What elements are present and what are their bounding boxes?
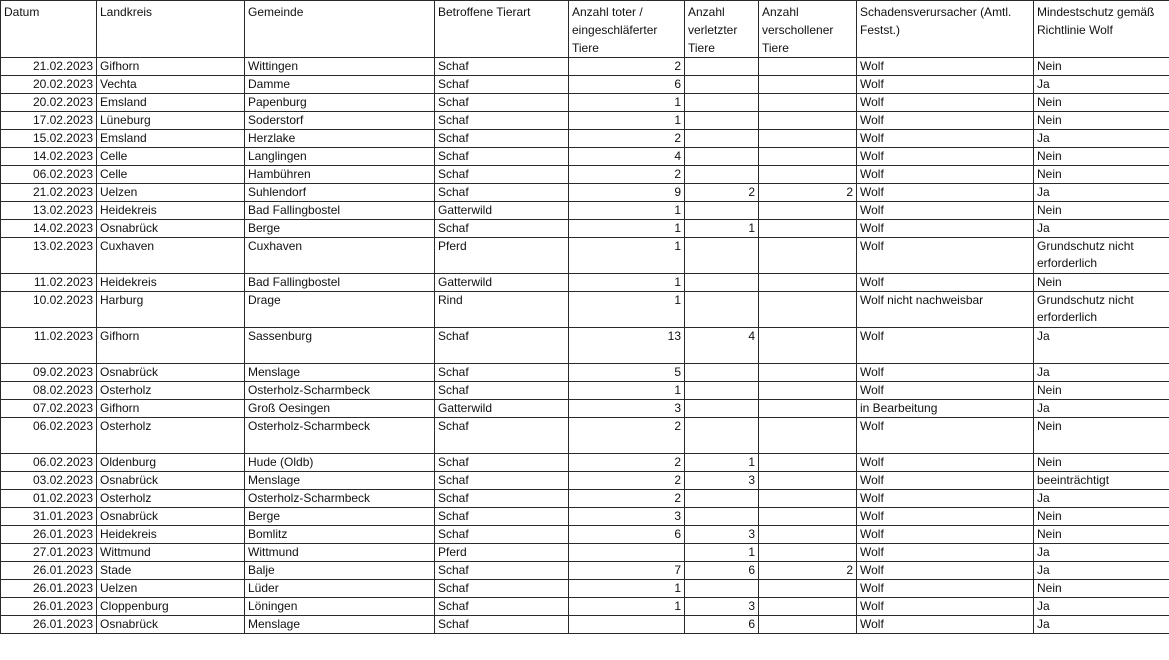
cell-verursacher: Wolf — [857, 238, 1034, 274]
cell-verschollene — [759, 544, 857, 562]
cell-verursacher: Wolf — [857, 274, 1034, 292]
cell-tote: 1 — [569, 94, 685, 112]
cell-mindestschutz: Nein — [1034, 166, 1169, 184]
cell-gemeinde: Osterholz-Scharmbeck — [245, 418, 435, 454]
cell-verursacher: Wolf — [857, 58, 1034, 76]
cell-tierart: Schaf — [435, 616, 569, 634]
table-row — [1, 328, 1169, 364]
cell-gemeinde: Drage — [245, 292, 435, 328]
cell-mindestschutz: Nein — [1034, 454, 1169, 472]
cell-datum: 27.01.2023 — [1, 544, 97, 562]
cell-gemeinde: Bad Fallingbostel — [245, 202, 435, 220]
cell-tierart: Schaf — [435, 490, 569, 508]
cell-gemeinde: Bomlitz — [245, 526, 435, 544]
cell-datum: 20.02.2023 — [1, 94, 97, 112]
cell-tierart: Gatterwild — [435, 274, 569, 292]
cell-landkreis: Osterholz — [97, 490, 245, 508]
table-row — [1, 364, 1169, 382]
cell-gemeinde: Groß Oesingen — [245, 400, 435, 418]
cell-landkreis: Uelzen — [97, 580, 245, 598]
cell-datum: 26.01.2023 — [1, 616, 97, 634]
cell-landkreis: Osnabrück — [97, 220, 245, 238]
cell-mindestschutz: Ja — [1034, 364, 1169, 382]
col-header-gemeinde: Gemeinde — [245, 1, 435, 58]
cell-tote: 2 — [569, 472, 685, 490]
cell-landkreis: Harburg — [97, 292, 245, 328]
cell-verschollene — [759, 148, 857, 166]
cell-verletzte — [685, 130, 759, 148]
col-header-schadensverursacher: Schadensverursacher (Amtl. Festst.) — [857, 1, 1034, 58]
cell-verschollene — [759, 454, 857, 472]
cell-datum: 03.02.2023 — [1, 472, 97, 490]
table-row — [1, 472, 1169, 490]
table-row — [1, 238, 1169, 274]
cell-landkreis: Cuxhaven — [97, 238, 245, 274]
cell-mindestschutz: Ja — [1034, 544, 1169, 562]
cell-datum: 26.01.2023 — [1, 598, 97, 616]
table-row — [1, 166, 1169, 184]
cell-datum: 13.02.2023 — [1, 202, 97, 220]
cell-verursacher: Wolf — [857, 364, 1034, 382]
cell-verursacher: Wolf — [857, 94, 1034, 112]
col-header-datum: Datum — [1, 1, 97, 58]
col-header-tote-tiere: Anzahl toter / eingeschläferter Tiere — [569, 1, 685, 58]
cell-mindestschutz: beeinträchtigt — [1034, 472, 1169, 490]
cell-gemeinde: Langlingen — [245, 148, 435, 166]
cell-tote: 1 — [569, 292, 685, 328]
cell-landkreis: Stade — [97, 562, 245, 580]
table-row — [1, 418, 1169, 454]
cell-verletzte — [685, 490, 759, 508]
cell-verursacher: Wolf nicht nachweisbar — [857, 292, 1034, 328]
cell-landkreis: Uelzen — [97, 184, 245, 202]
cell-gemeinde: Menslage — [245, 472, 435, 490]
table-row — [1, 490, 1169, 508]
cell-verschollene — [759, 400, 857, 418]
cell-datum: 06.02.2023 — [1, 166, 97, 184]
cell-verletzte: 1 — [685, 544, 759, 562]
table-row — [1, 544, 1169, 562]
cell-tierart: Pferd — [435, 544, 569, 562]
cell-datum: 20.02.2023 — [1, 76, 97, 94]
cell-tierart: Schaf — [435, 148, 569, 166]
cell-gemeinde: Löningen — [245, 598, 435, 616]
cell-landkreis: Osnabrück — [97, 364, 245, 382]
cell-tote: 1 — [569, 598, 685, 616]
col-header-landkreis: Landkreis — [97, 1, 245, 58]
cell-tote: 2 — [569, 166, 685, 184]
cell-datum: 17.02.2023 — [1, 112, 97, 130]
cell-verursacher: Wolf — [857, 454, 1034, 472]
cell-landkreis: Emsland — [97, 130, 245, 148]
cell-verschollene — [759, 598, 857, 616]
cell-tierart: Schaf — [435, 508, 569, 526]
cell-verschollene — [759, 202, 857, 220]
cell-verschollene — [759, 526, 857, 544]
cell-datum: 09.02.2023 — [1, 364, 97, 382]
table-row — [1, 508, 1169, 526]
cell-tierart: Schaf — [435, 166, 569, 184]
cell-datum: 15.02.2023 — [1, 130, 97, 148]
cell-verursacher: Wolf — [857, 490, 1034, 508]
cell-tierart: Rind — [435, 292, 569, 328]
cell-tote: 3 — [569, 400, 685, 418]
cell-gemeinde: Damme — [245, 76, 435, 94]
cell-verursacher: Wolf — [857, 616, 1034, 634]
cell-mindestschutz: Nein — [1034, 148, 1169, 166]
cell-verursacher: Wolf — [857, 382, 1034, 400]
table-row — [1, 400, 1169, 418]
cell-tierart: Schaf — [435, 472, 569, 490]
cell-tierart: Schaf — [435, 94, 569, 112]
cell-landkreis: Lüneburg — [97, 112, 245, 130]
cell-verschollene — [759, 238, 857, 274]
cell-gemeinde: Osterholz-Scharmbeck — [245, 490, 435, 508]
cell-landkreis: Cloppenburg — [97, 598, 245, 616]
cell-tote: 13 — [569, 328, 685, 364]
cell-tierart: Schaf — [435, 562, 569, 580]
col-header-verletzte-tiere: Anzahl verletzter Tiere — [685, 1, 759, 58]
table-row — [1, 202, 1169, 220]
cell-verschollene — [759, 580, 857, 598]
cell-verletzte — [685, 94, 759, 112]
cell-verletzte: 1 — [685, 220, 759, 238]
cell-verschollene — [759, 364, 857, 382]
cell-tierart: Schaf — [435, 58, 569, 76]
cell-tierart: Schaf — [435, 220, 569, 238]
cell-tierart: Schaf — [435, 184, 569, 202]
cell-gemeinde: Menslage — [245, 616, 435, 634]
table-row — [1, 382, 1169, 400]
cell-verletzte: 4 — [685, 328, 759, 364]
cell-tierart: Schaf — [435, 130, 569, 148]
cell-gemeinde: Wittmund — [245, 544, 435, 562]
cell-tote — [569, 616, 685, 634]
cell-tote: 2 — [569, 130, 685, 148]
cell-verletzte — [685, 292, 759, 328]
table-row — [1, 220, 1169, 238]
cell-tote: 1 — [569, 112, 685, 130]
cell-gemeinde: Balje — [245, 562, 435, 580]
cell-verursacher: Wolf — [857, 148, 1034, 166]
cell-verschollene — [759, 220, 857, 238]
cell-tote: 6 — [569, 526, 685, 544]
cell-verschollene — [759, 616, 857, 634]
cell-verursacher: Wolf — [857, 202, 1034, 220]
cell-verletzte — [685, 382, 759, 400]
cell-datum: 08.02.2023 — [1, 382, 97, 400]
cell-tote: 5 — [569, 364, 685, 382]
cell-mindestschutz: Ja — [1034, 220, 1169, 238]
cell-datum: 01.02.2023 — [1, 490, 97, 508]
cell-verschollene — [759, 418, 857, 454]
cell-landkreis: Vechta — [97, 76, 245, 94]
cell-tote — [569, 544, 685, 562]
cell-verursacher: Wolf — [857, 130, 1034, 148]
cell-mindestschutz: Nein — [1034, 508, 1169, 526]
cell-mindestschutz: Nein — [1034, 526, 1169, 544]
cell-landkreis: Gifhorn — [97, 400, 245, 418]
cell-verschollene — [759, 166, 857, 184]
cell-tote: 2 — [569, 58, 685, 76]
cell-landkreis: Osnabrück — [97, 616, 245, 634]
cell-datum: 26.01.2023 — [1, 562, 97, 580]
cell-tierart: Schaf — [435, 580, 569, 598]
cell-verletzte — [685, 508, 759, 526]
cell-tote: 2 — [569, 490, 685, 508]
cell-gemeinde: Suhlendorf — [245, 184, 435, 202]
cell-tote: 6 — [569, 76, 685, 94]
cell-mindestschutz: Ja — [1034, 598, 1169, 616]
cell-verletzte — [685, 580, 759, 598]
cell-verursacher: Wolf — [857, 418, 1034, 454]
cell-verletzte — [685, 112, 759, 130]
cell-tote: 1 — [569, 238, 685, 274]
cell-verletzte: 3 — [685, 598, 759, 616]
cell-verursacher: Wolf — [857, 526, 1034, 544]
table-row — [1, 526, 1169, 544]
cell-tierart: Schaf — [435, 382, 569, 400]
cell-tote: 9 — [569, 184, 685, 202]
cell-landkreis: Emsland — [97, 94, 245, 112]
table-row — [1, 454, 1169, 472]
cell-mindestschutz: Nein — [1034, 94, 1169, 112]
cell-gemeinde: Osterholz-Scharmbeck — [245, 382, 435, 400]
cell-tote: 2 — [569, 418, 685, 454]
cell-datum: 26.01.2023 — [1, 580, 97, 598]
cell-tote: 1 — [569, 274, 685, 292]
cell-mindestschutz: Nein — [1034, 202, 1169, 220]
cell-verletzte — [685, 238, 759, 274]
cell-landkreis: Gifhorn — [97, 328, 245, 364]
cell-landkreis: Osterholz — [97, 382, 245, 400]
table-row — [1, 58, 1169, 76]
table-row — [1, 184, 1169, 202]
cell-tote: 7 — [569, 562, 685, 580]
cell-datum: 10.02.2023 — [1, 292, 97, 328]
cell-tote: 1 — [569, 382, 685, 400]
table-row — [1, 94, 1169, 112]
cell-landkreis: Osterholz — [97, 418, 245, 454]
cell-verletzte — [685, 76, 759, 94]
cell-verschollene — [759, 490, 857, 508]
cell-verschollene — [759, 328, 857, 364]
cell-tierart: Schaf — [435, 112, 569, 130]
cell-landkreis: Osnabrück — [97, 508, 245, 526]
cell-verschollene — [759, 58, 857, 76]
cell-verursacher: Wolf — [857, 76, 1034, 94]
cell-tierart: Schaf — [435, 526, 569, 544]
cell-verschollene — [759, 382, 857, 400]
cell-gemeinde: Lüder — [245, 580, 435, 598]
cell-datum: 31.01.2023 — [1, 508, 97, 526]
cell-gemeinde: Hude (Oldb) — [245, 454, 435, 472]
cell-tierart: Schaf — [435, 76, 569, 94]
table-row — [1, 616, 1169, 634]
cell-verursacher: in Bearbeitung — [857, 400, 1034, 418]
cell-gemeinde: Bad Fallingbostel — [245, 274, 435, 292]
cell-datum: 11.02.2023 — [1, 274, 97, 292]
cell-verschollene — [759, 130, 857, 148]
cell-mindestschutz: Ja — [1034, 130, 1169, 148]
cell-tierart: Pferd — [435, 238, 569, 274]
cell-verschollene — [759, 508, 857, 526]
cell-mindestschutz: Ja — [1034, 562, 1169, 580]
cell-gemeinde: Berge — [245, 508, 435, 526]
cell-verletzte: 3 — [685, 526, 759, 544]
cell-verschollene: 2 — [759, 184, 857, 202]
cell-tierart: Schaf — [435, 598, 569, 616]
cell-verletzte: 6 — [685, 562, 759, 580]
cell-gemeinde: Berge — [245, 220, 435, 238]
cell-mindestschutz: Nein — [1034, 580, 1169, 598]
cell-verursacher: Wolf — [857, 166, 1034, 184]
cell-verletzte — [685, 400, 759, 418]
cell-mindestschutz: Ja — [1034, 76, 1169, 94]
cell-verletzte: 2 — [685, 184, 759, 202]
cell-mindestschutz: Ja — [1034, 328, 1169, 364]
cell-verletzte — [685, 364, 759, 382]
cell-verschollene — [759, 112, 857, 130]
cell-datum: 06.02.2023 — [1, 418, 97, 454]
cell-mindestschutz: Nein — [1034, 58, 1169, 76]
cell-verschollene — [759, 94, 857, 112]
cell-datum: 21.02.2023 — [1, 58, 97, 76]
cell-gemeinde: Cuxhaven — [245, 238, 435, 274]
cell-mindestschutz: Nein — [1034, 112, 1169, 130]
cell-tierart: Gatterwild — [435, 400, 569, 418]
cell-landkreis: Wittmund — [97, 544, 245, 562]
cell-mindestschutz: Ja — [1034, 184, 1169, 202]
cell-mindestschutz: Ja — [1034, 490, 1169, 508]
cell-verletzte: 3 — [685, 472, 759, 490]
cell-verletzte: 1 — [685, 454, 759, 472]
cell-verletzte: 6 — [685, 616, 759, 634]
cell-datum: 21.02.2023 — [1, 184, 97, 202]
cell-datum: 06.02.2023 — [1, 454, 97, 472]
cell-verursacher: Wolf — [857, 112, 1034, 130]
cell-mindestschutz: Ja — [1034, 616, 1169, 634]
cell-landkreis: Heidekreis — [97, 274, 245, 292]
cell-landkreis: Celle — [97, 166, 245, 184]
col-header-mindestschutz: Mindestschutz gemäß Richtlinie Wolf — [1034, 1, 1169, 58]
cell-tote: 4 — [569, 148, 685, 166]
cell-verletzte — [685, 274, 759, 292]
cell-datum: 11.02.2023 — [1, 328, 97, 364]
cell-tote: 1 — [569, 580, 685, 598]
cell-verletzte — [685, 418, 759, 454]
cell-gemeinde: Papenburg — [245, 94, 435, 112]
cell-tierart: Schaf — [435, 364, 569, 382]
cell-tote: 3 — [569, 508, 685, 526]
cell-tote: 1 — [569, 220, 685, 238]
cell-verursacher: Wolf — [857, 544, 1034, 562]
cell-verschollene: 2 — [759, 562, 857, 580]
table-row — [1, 562, 1169, 580]
cell-verschollene — [759, 76, 857, 94]
col-header-verschollene-tiere: Anzahl verschollener Tiere — [759, 1, 857, 58]
cell-datum: 14.02.2023 — [1, 148, 97, 166]
cell-landkreis: Celle — [97, 148, 245, 166]
cell-mindestschutz: Nein — [1034, 418, 1169, 454]
cell-verschollene — [759, 292, 857, 328]
table-row — [1, 130, 1169, 148]
table-row — [1, 274, 1169, 292]
cell-mindestschutz: Grundschutz nicht erforderlich — [1034, 238, 1169, 274]
cell-tierart: Gatterwild — [435, 202, 569, 220]
cell-verursacher: Wolf — [857, 328, 1034, 364]
col-header-tierart: Betroffene Tierart — [435, 1, 569, 58]
table-row — [1, 76, 1169, 94]
table-row — [1, 598, 1169, 616]
cell-verursacher: Wolf — [857, 580, 1034, 598]
cell-datum: 14.02.2023 — [1, 220, 97, 238]
table-row — [1, 112, 1169, 130]
cell-verletzte — [685, 148, 759, 166]
cell-gemeinde: Sassenburg — [245, 328, 435, 364]
cell-verletzte — [685, 166, 759, 184]
cell-gemeinde: Hambühren — [245, 166, 435, 184]
cell-tierart: Schaf — [435, 454, 569, 472]
cell-mindestschutz: Nein — [1034, 274, 1169, 292]
cell-datum: 26.01.2023 — [1, 526, 97, 544]
cell-landkreis: Osnabrück — [97, 472, 245, 490]
cell-verursacher: Wolf — [857, 220, 1034, 238]
cell-gemeinde: Wittingen — [245, 58, 435, 76]
header-row — [1, 1, 1169, 58]
cell-landkreis: Oldenburg — [97, 454, 245, 472]
cell-landkreis: Heidekreis — [97, 202, 245, 220]
cell-gemeinde: Menslage — [245, 364, 435, 382]
cell-verursacher: Wolf — [857, 472, 1034, 490]
table-row — [1, 292, 1169, 328]
cell-gemeinde: Soderstorf — [245, 112, 435, 130]
cell-verursacher: Wolf — [857, 508, 1034, 526]
cell-tote: 2 — [569, 454, 685, 472]
cell-datum: 13.02.2023 — [1, 238, 97, 274]
cell-landkreis: Heidekreis — [97, 526, 245, 544]
cell-mindestschutz: Nein — [1034, 382, 1169, 400]
cell-tierart: Schaf — [435, 328, 569, 364]
table-row — [1, 580, 1169, 598]
cell-verletzte — [685, 58, 759, 76]
cell-landkreis: Gifhorn — [97, 58, 245, 76]
cell-tierart: Schaf — [435, 418, 569, 454]
cell-tote: 1 — [569, 202, 685, 220]
table-row — [1, 148, 1169, 166]
table-body — [1, 58, 1169, 634]
cell-mindestschutz: Ja — [1034, 400, 1169, 418]
cell-mindestschutz: Grundschutz nicht erforderlich — [1034, 292, 1169, 328]
cell-verursacher: Wolf — [857, 184, 1034, 202]
cell-gemeinde: Herzlake — [245, 130, 435, 148]
cell-verursacher: Wolf — [857, 598, 1034, 616]
cell-verursacher: Wolf — [857, 562, 1034, 580]
cell-verletzte — [685, 202, 759, 220]
cell-datum: 07.02.2023 — [1, 400, 97, 418]
cell-verschollene — [759, 472, 857, 490]
cell-verschollene — [759, 274, 857, 292]
